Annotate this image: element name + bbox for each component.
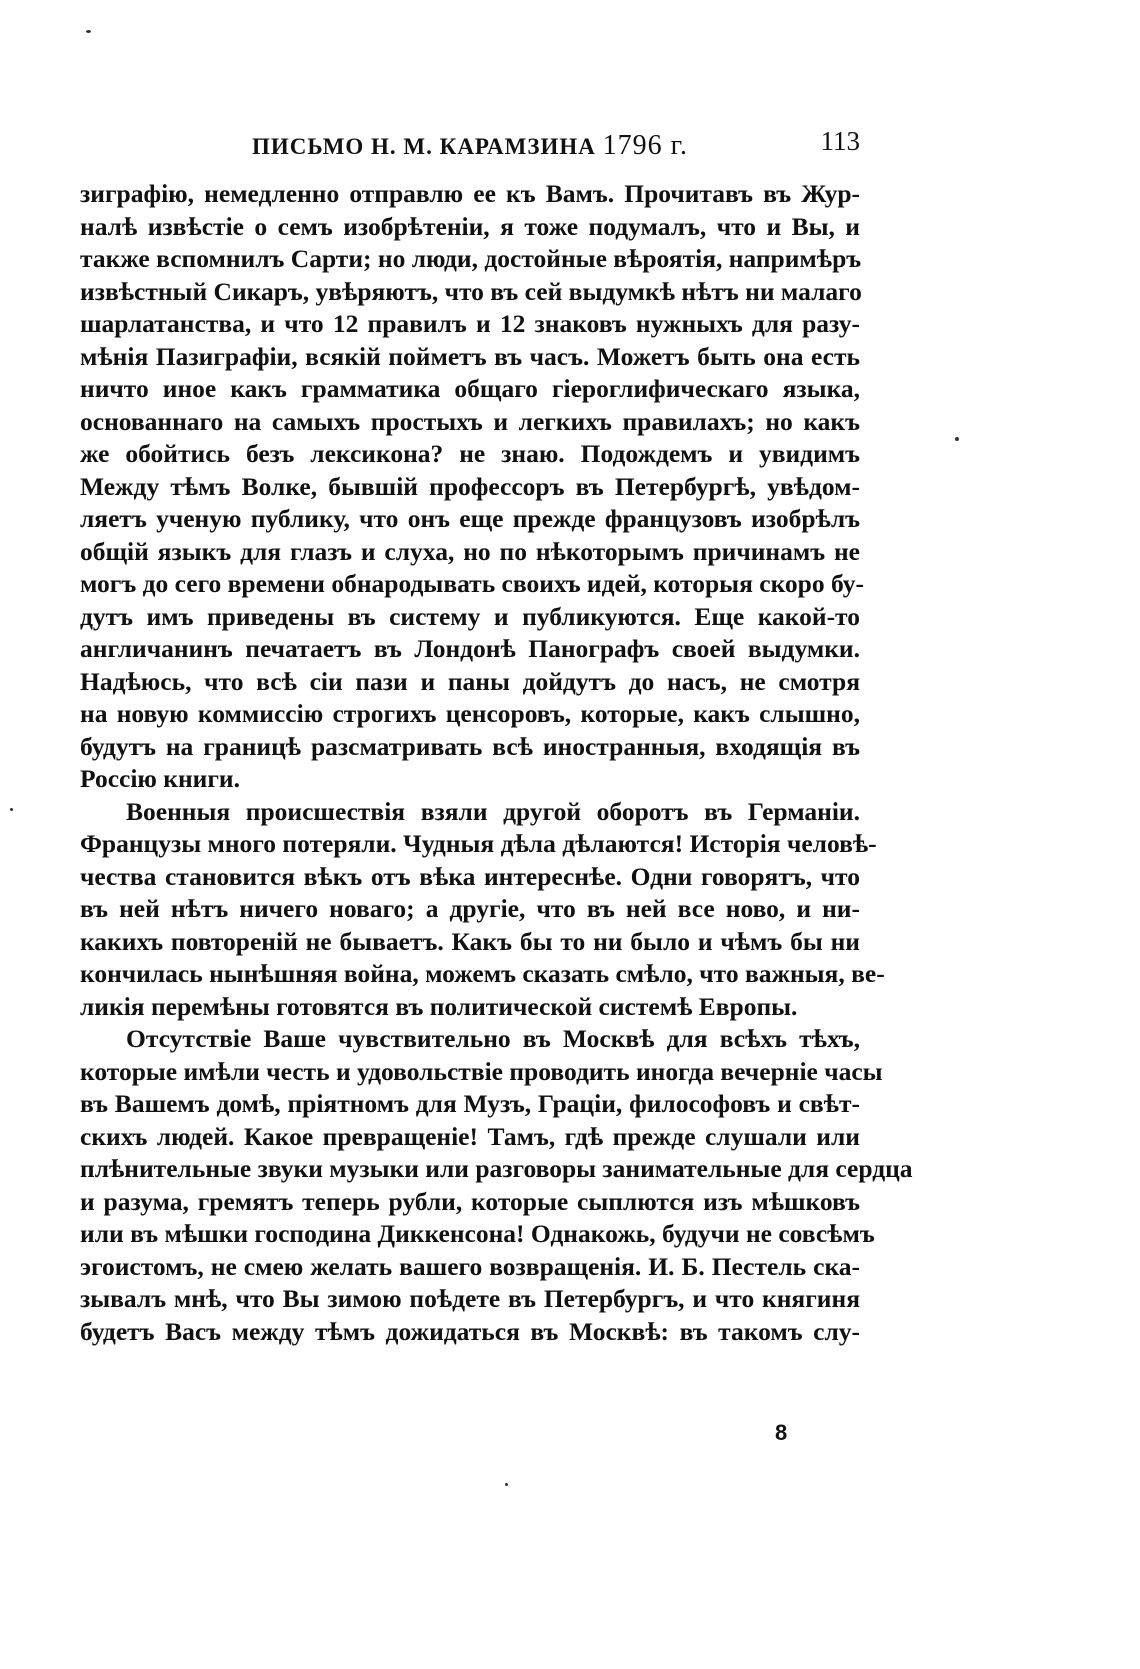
text-line: извѣстный Сикаръ, увѣряютъ, что въ сей выдумкѣ нѣтъ ни малаго — [80, 276, 862, 306]
running-head — [80, 130, 860, 162]
text-line: будетъ Васъ между тѣмъ дожидаться въ Москвѣ: въ такомъ слу- — [80, 1316, 860, 1346]
text-line: въ Вашемъ домѣ, пріятномъ для Музъ, Граціи, философовъ и свѣт- — [80, 1089, 860, 1118]
text-line: скихъ людей. Какое превращеніе! Тамъ, гдѣ прежде слушали или — [80, 1121, 860, 1151]
text-line: общій языкъ для глазъ и слуха, но по нѣкоторымъ причинамъ не — [80, 536, 860, 566]
text-line: Надѣюсь, что всѣ сіи пази и паны дойдутъ до насъ, не смотря — [80, 666, 860, 696]
text-line: зиграфію, немедленно отправлю ее къ Вамъ. Прочитавъ въ Жур- — [80, 179, 860, 208]
text-line: чества становится вѣкъ отъ вѣка интереснѣе. Одни говорятъ, что — [80, 861, 860, 891]
text-line: которые имѣли честь и удовольствіе проводить иногда вечерніе часы — [80, 1056, 883, 1086]
scan-speck — [955, 437, 959, 441]
text-line: будутъ на границѣ разсматривать всѣ иностранныя, входящія въ — [80, 731, 860, 761]
scan-speck — [505, 1483, 508, 1486]
text-line: могъ до сего времени обнародывать своихъ идей, которыя скоро бу- — [80, 569, 865, 598]
text-line: ляетъ ученую публику, что онъ еще прежде французовъ изобрѣлъ — [80, 504, 860, 533]
text-line: кончилась нынѣшняя война, можемъ сказать смѣло, что важныя, ве- — [80, 959, 885, 988]
signature-mark: 8 — [775, 1420, 788, 1445]
text-line: на новую коммиссію строгихъ ценсоровъ, которые, какъ слышно, — [80, 699, 860, 728]
text-line: эгоистомъ, не смею желать вашего возвращенія. И. Б. Пестель ска- — [80, 1251, 860, 1281]
text-line: мѣнія Пазиграфіи, всякій пойметъ въ часъ. Можетъ быть она есть — [80, 341, 860, 371]
running-head-year: 1796 г. — [602, 130, 688, 161]
text-line: англичанинъ печатаетъ въ Лондонѣ Панографъ своей выдумки. — [80, 634, 860, 663]
text-line: налѣ извѣстіе о семъ изобрѣтеніи, я тоже подумалъ, что и Вы, и — [80, 211, 860, 241]
text-line: же обойтись безъ лексикона? не знаю. Подождемъ и увидимъ — [80, 439, 860, 468]
text-line: также вспомнилъ Сарти; но люди, достойные вѣроятія, напримѣръ — [80, 244, 862, 273]
text-line: Французы много потеряли. Чудныя дѣла дѣлаются! Исторія человѣ- — [80, 829, 877, 858]
text-line: дутъ имъ приведены въ систему и публикуются. Еще какой-то — [80, 601, 860, 631]
text-line: основаннаго на самыхъ простыхъ и легкихъ правилахъ; но какъ — [80, 406, 860, 436]
text-line: или въ мѣшки господина Диккенсона! Однакожь, будучи не совсѣмъ — [80, 1219, 875, 1248]
text-line: ничто иное какъ грамматика общаго гіероглифическаго языка, — [80, 374, 860, 403]
scan-speck — [10, 808, 13, 811]
text-line: ликія перемѣны готовятся въ политической системѣ Европы. — [80, 991, 798, 1021]
text-line: Между тѣмъ Волке, бывшій профессоръ въ Петербургѣ, увѣдом- — [80, 471, 860, 501]
page-number: 113 — [820, 126, 860, 156]
text-line: плѣнительные звуки музыки или разговоры занимательные для сердца — [80, 1154, 913, 1183]
text-line: и разума, гремятъ теперь рубли, которые сыплются изъ мѣшковъ — [80, 1186, 860, 1216]
body-text — [80, 178, 913, 1348]
text-line: Россію книги. — [80, 764, 240, 793]
text-line: шарлатанства, и что 12 правилъ и 12 знаковъ нужныхъ для разу- — [80, 309, 860, 338]
text-line: въ ней нѣтъ ничего новаго; а другіе, что въ ней все ново, и ни- — [80, 894, 860, 923]
scan-speck — [86, 30, 91, 33]
text-line: какихъ повтореній не бываетъ. Какъ бы то ни было и чѣмъ бы ни — [80, 926, 860, 956]
paragraph-start-line: Отсутствіе Ваше чувствительно въ Москвѣ для всѣхъ тѣхъ, — [126, 1024, 860, 1053]
paragraph-start-line: Военныя происшествія взяли другой оборотъ въ Германіи. — [126, 796, 860, 826]
page-header — [80, 126, 860, 170]
text-line: зывалъ мнѣ, что Вы зимою поѣдете въ Петербургъ, и что княгиня — [80, 1284, 860, 1313]
running-head-title: ПИСЬМО Н. М. КАРАМЗИНА — [252, 134, 596, 159]
